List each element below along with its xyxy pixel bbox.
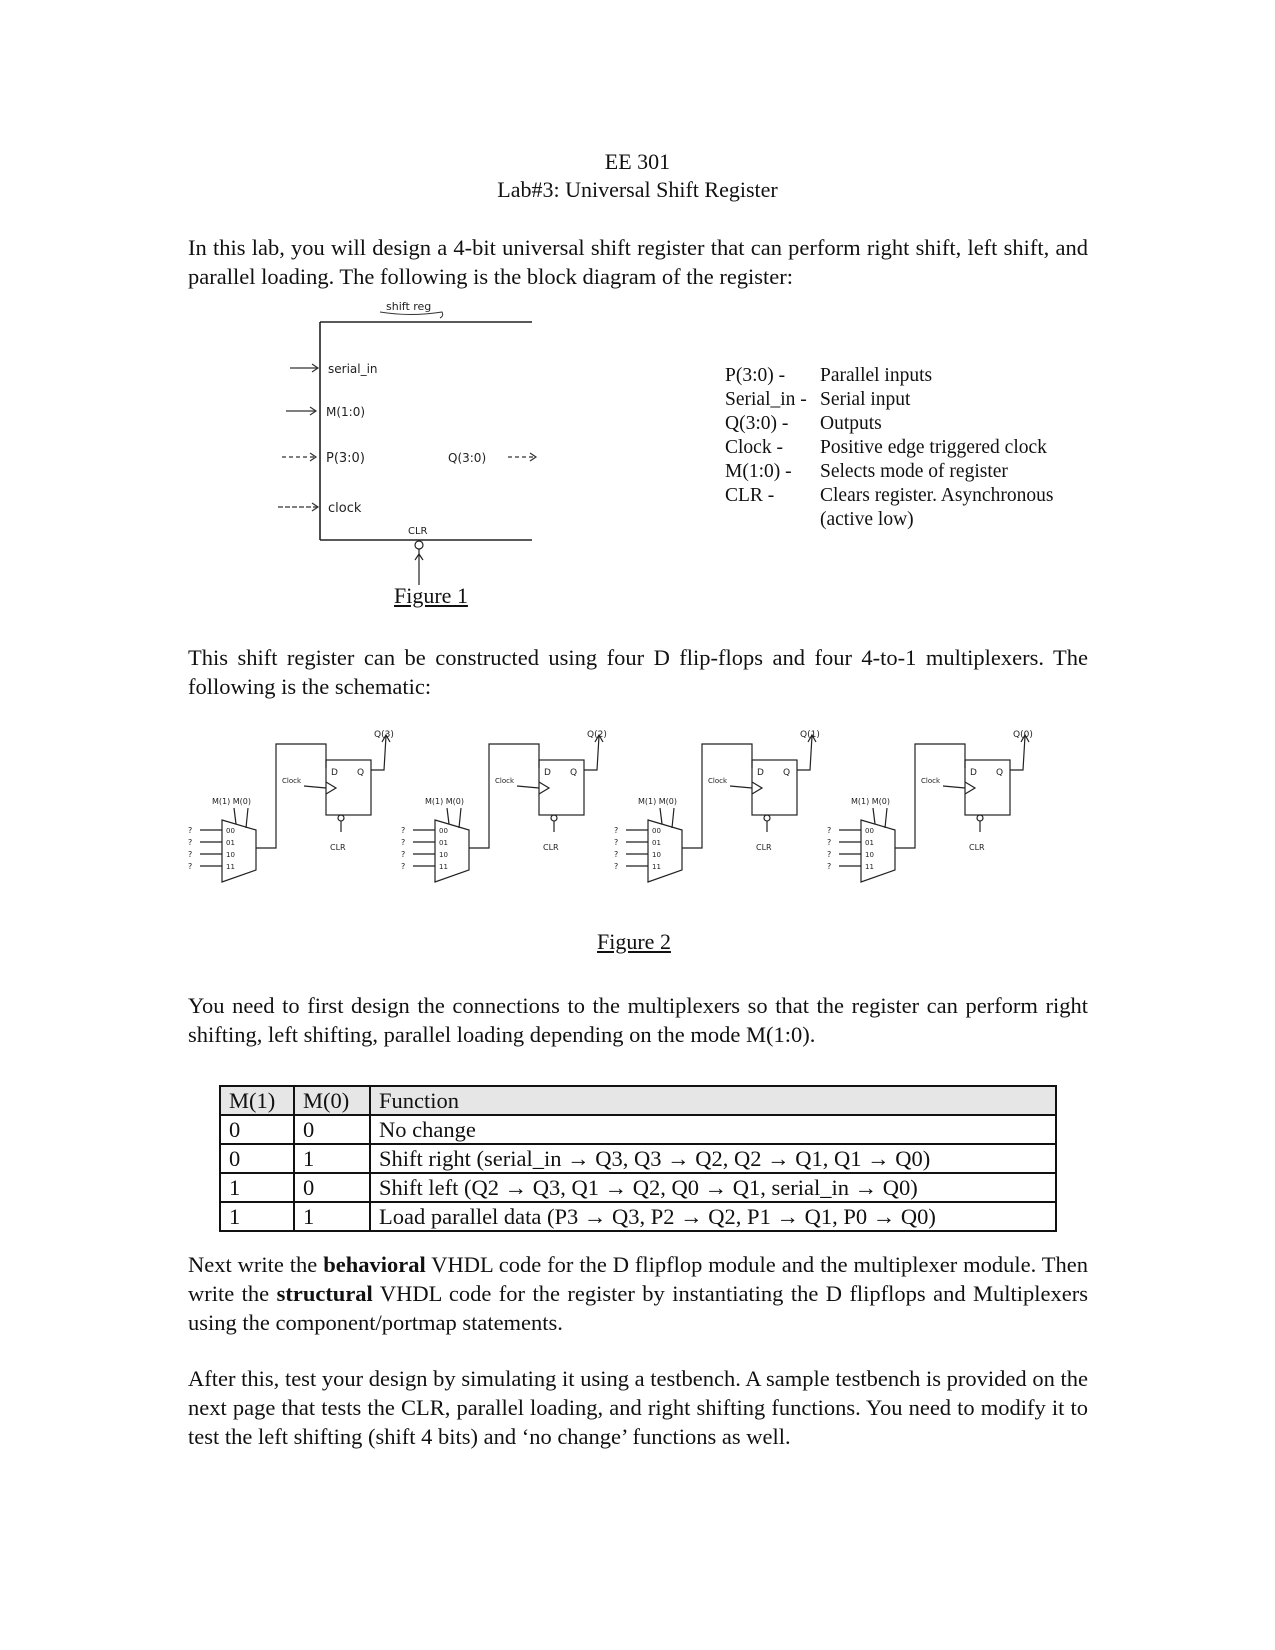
unknown-input-mark: ?	[188, 850, 193, 859]
ff-q-label: Q	[357, 768, 365, 778]
unknown-input-mark: ?	[614, 838, 619, 847]
legend-key: Serial_in -	[725, 389, 807, 410]
table-cell: 1	[220, 1202, 294, 1231]
mode-table	[219, 1085, 1057, 1232]
unknown-input-mark: ?	[827, 862, 832, 871]
unknown-input-mark: ?	[827, 850, 832, 859]
input-mode: M(1:0)	[326, 405, 366, 419]
mux-input-label: 00	[439, 827, 448, 835]
legend-row	[725, 460, 1053, 484]
mux-input-label: 01	[226, 839, 235, 847]
table-row	[220, 1173, 1056, 1202]
legend-value: Serial input	[820, 389, 911, 410]
ff-d-label: D	[544, 768, 551, 778]
legend-value: Positive edge triggered clock	[820, 437, 1047, 458]
mux-input-label: 10	[226, 851, 235, 859]
table-cell: 0	[294, 1173, 370, 1202]
legend-row	[725, 484, 1053, 508]
legend-row	[725, 388, 1053, 412]
mux-input-label: 00	[226, 827, 235, 835]
unknown-input-mark: ?	[188, 862, 193, 871]
mux-input-label: 11	[226, 863, 235, 871]
mux-input-label: 11	[865, 863, 874, 871]
output-q: Q(3:0)	[448, 451, 487, 465]
clock-wire	[730, 786, 752, 788]
select-wire-m0	[672, 808, 674, 828]
mux-input-label: 00	[652, 827, 661, 835]
unknown-input-mark: ?	[401, 862, 406, 871]
clock-label: Clock	[921, 777, 941, 785]
mux-select-label: M(1) M(0)	[212, 797, 252, 806]
ff-d-label: D	[331, 768, 338, 778]
lab-title: Lab#3: Universal Shift Register	[497, 177, 778, 202]
select-wire-m0	[246, 808, 248, 828]
clock-triangle	[965, 782, 975, 794]
ff-q-label: Q	[570, 768, 578, 778]
table-cell: 0	[220, 1144, 294, 1173]
testbench-paragraph: After this, test your design by simulating it using a testbench. A sample testbench is provided on the next page that tests the CLR, parallel loading, and right shifting functions. You need to modify it to test the left shifting (shift 4 bits) and ‘no change’ functions as well.	[188, 1366, 1088, 1449]
ff-d-label: D	[757, 768, 764, 778]
legend-row	[725, 508, 1053, 532]
select-wire-m0	[885, 808, 887, 828]
mux-select-label: M(1) M(0)	[851, 797, 891, 806]
figure2-schematic	[186, 730, 1066, 930]
clr-bubble	[977, 815, 983, 821]
unknown-input-mark: ?	[401, 826, 406, 835]
mux-input-label: 10	[439, 851, 448, 859]
vhdl-text: VHDL code for the register by instantiating the D flipflops and Multiplexers using the component/portmap statements.	[188, 1281, 1089, 1335]
q-output-wire	[584, 736, 599, 770]
unknown-input-mark: ?	[188, 838, 193, 847]
mux-input-label: 01	[439, 839, 448, 847]
unknown-input-mark: ?	[401, 838, 406, 847]
clock-wire	[943, 786, 965, 788]
unknown-input-mark: ?	[614, 826, 619, 835]
table-cell: 1	[220, 1173, 294, 1202]
d-input-wire	[469, 744, 539, 848]
mux-input-label: 11	[439, 863, 448, 871]
mux-select-label: M(1) M(0)	[425, 797, 465, 806]
clock-wire	[517, 786, 539, 788]
legend-value: Selects mode of register	[820, 461, 1008, 482]
input-clock: clock	[328, 501, 362, 516]
d-input-wire	[682, 744, 752, 848]
vhdl-emphasis-behavioral: behavioral	[323, 1252, 426, 1277]
legend-row	[725, 364, 1053, 388]
legend-row	[725, 436, 1053, 460]
mux-input-label: 11	[652, 863, 661, 871]
legend-value: Clears register. Asynchronous	[820, 485, 1054, 506]
input-parallel: P(3:0)	[326, 451, 365, 466]
legend-row	[725, 412, 1053, 436]
d-input-wire	[256, 744, 326, 848]
d-input-wire	[895, 744, 965, 848]
legend-value: Parallel inputs	[820, 365, 933, 386]
legend-value: (active low)	[820, 509, 914, 530]
figure1-caption: Figure 1	[394, 583, 468, 608]
ff-q-label: Q	[996, 768, 1004, 778]
table-cell: 1	[294, 1202, 370, 1231]
legend-key: M(1:0) -	[725, 461, 792, 482]
mux-input-label: 10	[652, 851, 661, 859]
table-header-row	[220, 1086, 1056, 1115]
legend-value: Outputs	[820, 413, 882, 434]
mux-input-label: 01	[865, 839, 874, 847]
mux-intro: You need to first design the connections to the multiplexers so that the register can perform right shifting, left shifting, parallel loading depending on the mode M(1:0).	[188, 993, 1088, 1047]
vhdl-text: VHDL code for the D flipflop module and the multiplexer module. Then write the	[188, 1252, 1088, 1306]
table-cell: Load parallel data (P3 → Q3, P2 → Q2, P1 → Q1, P0 → Q0)	[370, 1202, 1056, 1231]
clock-label: Clock	[495, 777, 515, 785]
mux-input-label: 10	[865, 851, 874, 859]
clock-label: Clock	[708, 777, 728, 785]
q-output-wire	[1010, 736, 1025, 770]
ff-q-label: Q	[783, 768, 791, 778]
unknown-input-mark: ?	[401, 850, 406, 859]
vhdl-paragraph	[188, 1250, 1088, 1337]
clock-triangle	[539, 782, 549, 794]
select-wire-m0	[459, 808, 461, 828]
vhdl-text: Next write the	[188, 1252, 324, 1277]
q-output-label: Q(1)	[800, 730, 820, 740]
clock-label: Clock	[282, 777, 302, 785]
select-wire-m1	[660, 808, 662, 824]
clr-bubble	[338, 815, 344, 821]
clock-triangle	[326, 782, 336, 794]
table-row	[220, 1115, 1056, 1144]
select-wire-m1	[234, 808, 236, 824]
clock-triangle	[752, 782, 762, 794]
clock-wire	[304, 786, 326, 788]
intro-paragraph: In this lab, you will design a 4-bit universal shift register that can perform right shift, left shift, and parallel loading. The following is the block diagram of the register:	[188, 235, 1088, 289]
clr-label: CLR	[330, 843, 346, 852]
block-label: shift reg	[386, 300, 432, 313]
unknown-input-mark: ?	[614, 862, 619, 871]
unknown-input-mark: ?	[827, 838, 832, 847]
schematic-intro: This shift register can be constructed using four D flip-flops and four 4-to-1 multiplexers. The following is the schematic:	[188, 645, 1088, 699]
header-cell: Function	[370, 1086, 1056, 1115]
figure1-block-diagram	[270, 300, 540, 590]
unknown-input-mark: ?	[614, 850, 619, 859]
vhdl-emphasis-structural: structural	[276, 1281, 373, 1306]
clr-bubble	[551, 815, 557, 821]
figure2-caption: Figure 2	[597, 929, 671, 954]
table-cell: 0	[294, 1115, 370, 1144]
clr-label: CLR	[543, 843, 559, 852]
legend-key: CLR -	[725, 485, 775, 506]
table-cell: Shift left (Q2 → Q3, Q1 → Q2, Q0 → Q1, serial_in → Q0)	[370, 1173, 1056, 1202]
unknown-input-mark: ?	[827, 826, 832, 835]
ff-d-label: D	[970, 768, 977, 778]
unknown-input-mark: ?	[188, 826, 193, 835]
q-output-wire	[371, 736, 386, 770]
table-row	[220, 1202, 1056, 1231]
q-output-wire	[797, 736, 812, 770]
clr-label: CLR	[969, 843, 985, 852]
table-row	[220, 1144, 1056, 1173]
clr-label: CLR	[756, 843, 772, 852]
mux-select-label: M(1) M(0)	[638, 797, 678, 806]
legend-key	[725, 508, 820, 532]
q-output-label: Q(3)	[374, 730, 394, 740]
select-wire-m1	[447, 808, 449, 824]
table-cell: Shift right (serial_in → Q3, Q3 → Q2, Q2 → Q1, Q1 → Q0)	[370, 1144, 1056, 1173]
legend-key: Clock -	[725, 437, 783, 458]
mux-input-label: 01	[652, 839, 661, 847]
table-cell: 1	[294, 1144, 370, 1173]
input-serial-in: serial_in	[328, 362, 378, 376]
course-title: EE 301	[604, 149, 671, 174]
signal-legend	[725, 364, 1053, 532]
legend-key: Q(3:0) -	[725, 413, 789, 434]
clr-label: CLR	[408, 526, 428, 537]
header-cell: M(0)	[294, 1086, 370, 1115]
q-output-label: Q(2)	[587, 730, 607, 740]
q-output-label: Q(0)	[1013, 730, 1033, 740]
legend-key: P(3:0) -	[725, 365, 786, 386]
header-cell: M(1)	[220, 1086, 294, 1115]
table-cell: 0	[220, 1115, 294, 1144]
mux-input-label: 00	[865, 827, 874, 835]
clr-bubble	[764, 815, 770, 821]
table-cell: No change	[370, 1115, 1056, 1144]
select-wire-m1	[873, 808, 875, 824]
